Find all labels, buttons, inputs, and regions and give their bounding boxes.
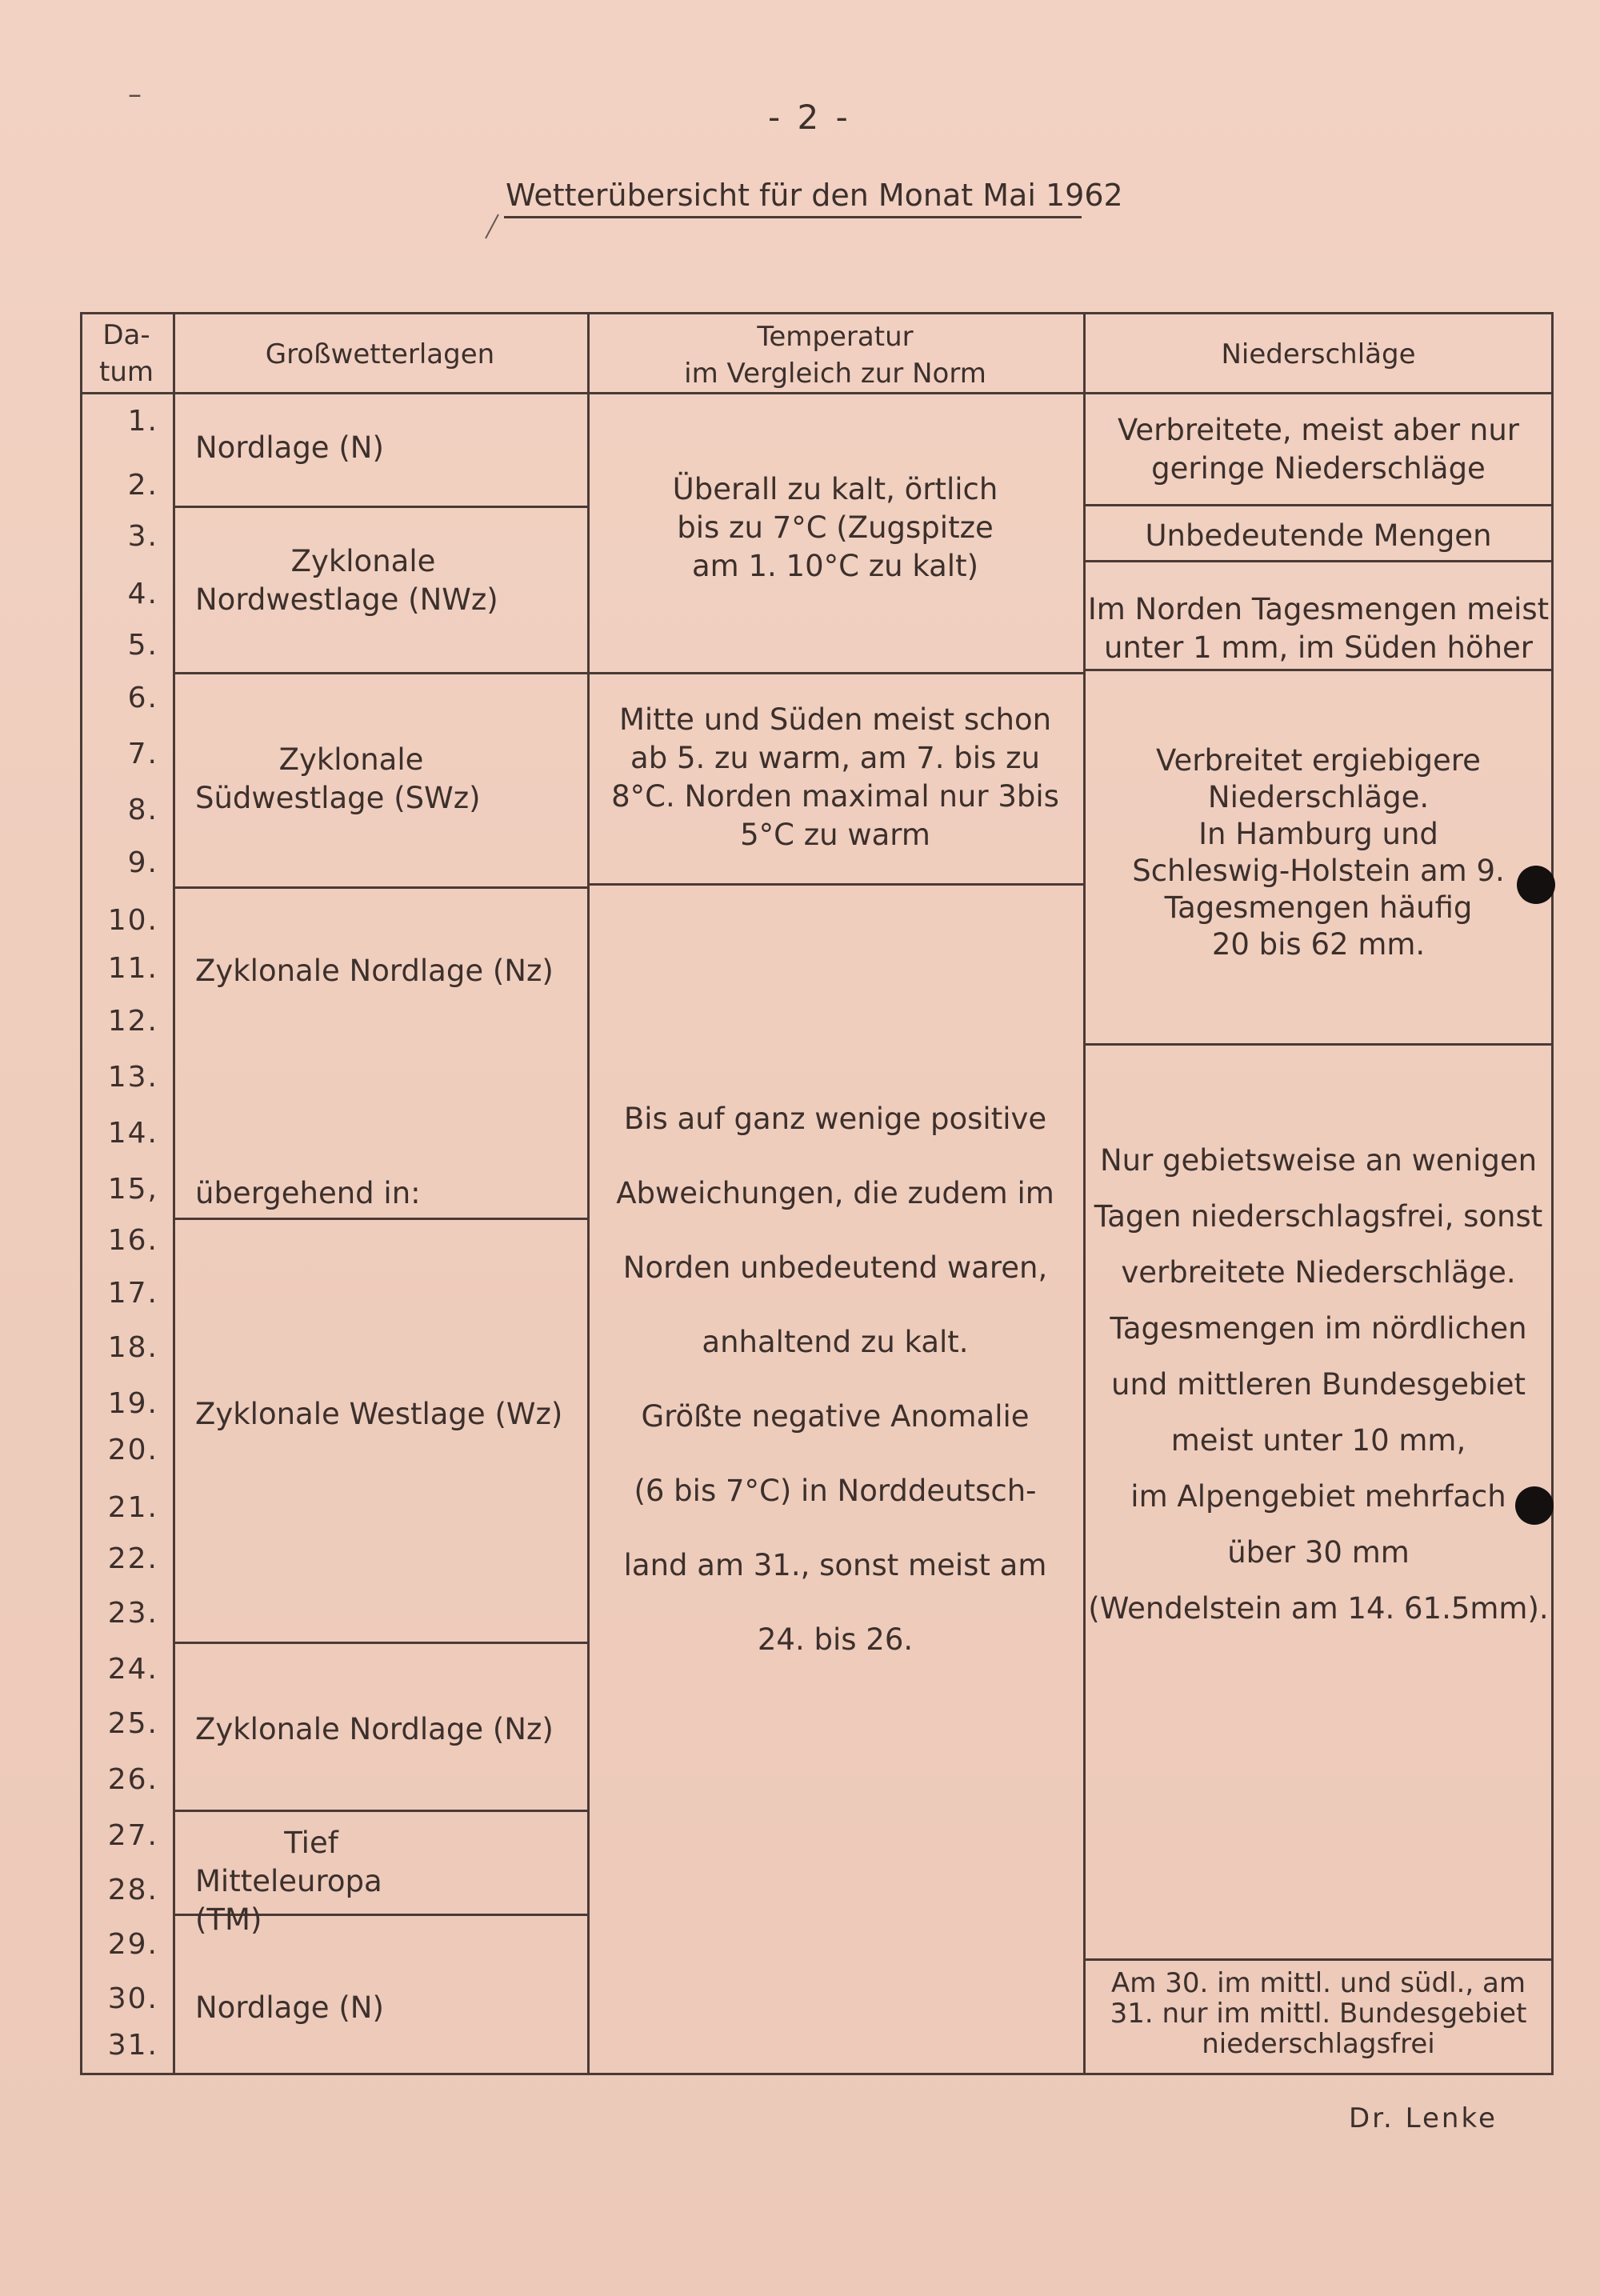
header-niederschlaege: Niederschläge xyxy=(1221,338,1416,370)
day-number: 5. xyxy=(127,629,158,662)
wetterlage-line: Zyklonale xyxy=(278,742,424,777)
wetterlage-cell: Nordlage (N) xyxy=(195,1990,384,2025)
day-number: 25. xyxy=(107,1707,158,1740)
ns-rule xyxy=(1083,1043,1554,1046)
day-number: 1. xyxy=(127,405,158,438)
wetterlage-cell xyxy=(195,1824,427,1939)
niederschlag-line: Im Norden Tagesmengen meist xyxy=(1087,592,1550,626)
wl-rule xyxy=(173,1218,587,1220)
niederschlag-cell xyxy=(1083,1133,1554,1637)
wl-rule xyxy=(173,886,587,889)
niederschlag-line: verbreitete Niederschläge. xyxy=(1121,1255,1516,1290)
niederschlag-line: Nur gebietsweise an wenigen xyxy=(1099,1143,1538,1178)
day-number: 13. xyxy=(107,1061,158,1094)
wetterlage-cell: Zyklonale Nordlage (Nz) xyxy=(195,1712,554,1746)
day-number: 10. xyxy=(107,904,158,937)
niederschlag-cell xyxy=(1083,1968,1554,2059)
day-number: 23. xyxy=(107,1597,158,1630)
punch-hole xyxy=(1517,866,1555,904)
niederschlag-line: Tagen niederschlagsfrei, sonst xyxy=(1094,1199,1543,1234)
niederschlag-cell xyxy=(1083,411,1554,488)
wetterlage-cell: übergehend in: xyxy=(195,1176,421,1210)
temp-rule xyxy=(587,672,1083,674)
header-rule xyxy=(80,392,1554,394)
wetterlage-line: Mitteleuropa (TM) xyxy=(195,1864,382,1937)
day-number: 2. xyxy=(127,469,158,502)
day-number: 9. xyxy=(127,846,158,879)
niederschlag-cell xyxy=(1083,590,1554,667)
header-temperatur xyxy=(587,318,1083,392)
niederschlag-line: Am 30. im mittl. und südl., am xyxy=(1111,1967,1526,1999)
page-number: - 2 - xyxy=(768,98,851,137)
niederschlag-line: 20 bis 62 mm. xyxy=(1211,927,1426,962)
day-number: 11. xyxy=(107,952,158,985)
niederschlag-line: meist unter 10 mm, xyxy=(1170,1423,1466,1458)
punch-hole xyxy=(1515,1486,1554,1525)
niederschlag-line: In Hamburg und xyxy=(1198,817,1438,851)
wetterlage-line: Tief xyxy=(284,1826,338,1860)
niederschlag-line: im Alpengebiet mehrfach xyxy=(1130,1479,1506,1514)
ns-rule xyxy=(1083,504,1554,506)
niederschlag-line: Tagesmengen häufig xyxy=(1164,890,1473,925)
wetterlage-cell: Nordlage (N) xyxy=(195,430,384,465)
temperatur-line: Bis auf ganz wenige positive xyxy=(623,1102,1047,1136)
pencil-mark xyxy=(485,214,499,239)
temperatur-line: am 1. 10°C zu kalt) xyxy=(691,549,979,583)
temperatur-line: 5°C zu warm xyxy=(740,818,930,852)
niederschlag-line: niederschlagsfrei xyxy=(1202,2028,1435,2060)
day-number: 21. xyxy=(107,1491,158,1524)
temp-rule xyxy=(587,883,1083,886)
temperatur-line: 24. bis 26. xyxy=(757,1622,914,1657)
temperatur-line: ab 5. zu warm, am 7. bis zu xyxy=(630,741,1040,775)
day-number: 8. xyxy=(127,794,158,826)
temperatur-line: bis zu 7°C (Zugspitze xyxy=(677,510,994,545)
day-number: 19. xyxy=(107,1387,158,1420)
temperatur-line: Mitte und Süden meist schon xyxy=(618,702,1052,737)
header-temperatur-line1: Temperatur xyxy=(757,321,914,353)
ns-rule xyxy=(1083,669,1554,671)
niederschlag-cell: Unbedeutende Mengen xyxy=(1145,518,1492,553)
temperatur-line: Abweichungen, die zudem im xyxy=(616,1176,1054,1210)
title-underline xyxy=(504,216,1082,218)
niederschlag-line: Verbreitete, meist aber nur xyxy=(1117,413,1520,447)
niederschlag-line: Niederschläge. xyxy=(1207,780,1430,814)
temperatur-line: land am 31., sonst meist am xyxy=(623,1548,1047,1582)
temperatur-line: (6 bis 7°C) in Norddeutsch- xyxy=(634,1474,1037,1508)
day-number: 12. xyxy=(107,1005,158,1038)
ns-rule xyxy=(1083,560,1554,562)
niederschlag-line: und mittleren Bundesgebiet xyxy=(1111,1367,1526,1402)
day-number: 4. xyxy=(127,578,158,610)
day-number: 3. xyxy=(127,520,158,553)
wl-rule xyxy=(173,1810,587,1812)
temperatur-cell xyxy=(587,1082,1083,1677)
niederschlag-cell xyxy=(1083,742,1554,963)
day-number: 14. xyxy=(107,1117,158,1150)
page-title: Wetterübersicht für den Monat Mai 1962 xyxy=(506,178,1123,213)
day-number: 31. xyxy=(107,2029,158,2062)
temperatur-line: anhaltend zu kalt. xyxy=(702,1325,969,1359)
day-number: 24. xyxy=(107,1653,158,1686)
wetterlage-line: Zyklonale xyxy=(290,544,436,578)
niederschlag-line: Verbreitet ergiebigere xyxy=(1156,743,1481,778)
niederschlag-line: geringe Niederschläge xyxy=(1151,451,1486,486)
header-datum-line2: tum xyxy=(99,356,154,388)
day-number: 7. xyxy=(127,738,158,770)
temperatur-line: Überall zu kalt, örtlich xyxy=(672,472,998,506)
temperatur-line: Größte negative Anomalie xyxy=(641,1399,1030,1434)
day-number: 16. xyxy=(107,1224,158,1257)
day-number: 26. xyxy=(107,1763,158,1796)
header-temperatur-line2: im Vergleich zur Norm xyxy=(684,358,986,390)
header-datum xyxy=(80,317,173,390)
ns-rule xyxy=(1083,1958,1554,1961)
day-number: 20. xyxy=(107,1434,158,1466)
temperatur-cell xyxy=(587,701,1083,854)
wl-rule xyxy=(173,672,587,674)
day-number: 27. xyxy=(107,1819,158,1852)
header-datum-line1: Da- xyxy=(102,319,150,351)
wetterlage-line: Südwestlage (SWz) xyxy=(195,781,481,815)
day-number: 29. xyxy=(107,1928,158,1961)
signature: Dr. Lenke xyxy=(1349,2102,1498,2134)
wetterlage-cell xyxy=(195,741,507,818)
wetterlage-cell: Zyklonale Nordlage (Nz) xyxy=(195,954,554,988)
temperatur-line: 8°C. Norden maximal nur 3bis xyxy=(611,779,1059,814)
day-number: 22. xyxy=(107,1542,158,1575)
day-number: 18. xyxy=(107,1331,158,1364)
day-number: 30. xyxy=(107,1982,158,2015)
niederschlag-line: über 30 mm xyxy=(1227,1535,1410,1570)
niederschlag-line: Schleswig-Holstein am 9. xyxy=(1132,854,1505,888)
wetterlage-cell xyxy=(195,542,531,619)
margin-dash: – xyxy=(128,78,142,110)
wl-rule xyxy=(173,506,587,508)
day-number: 17. xyxy=(107,1277,158,1310)
temperatur-cell xyxy=(587,470,1083,586)
header-grosswetterlagen: Großwetterlagen xyxy=(265,338,495,370)
wetterlage-line: Nordwestlage (NWz) xyxy=(195,582,498,617)
day-number: 15, xyxy=(107,1173,158,1206)
day-number: 28. xyxy=(107,1874,158,1906)
wetterlage-cell: Zyklonale Westlage (Wz) xyxy=(195,1397,563,1431)
wl-rule xyxy=(173,1642,587,1644)
niederschlag-line: Tagesmengen im nördlichen xyxy=(1110,1311,1527,1346)
niederschlag-line: unter 1 mm, im Süden höher xyxy=(1103,630,1534,665)
temperatur-line: Norden unbedeutend waren, xyxy=(622,1250,1048,1285)
niederschlag-line: (Wendelstein am 14. 61.5mm). xyxy=(1088,1591,1549,1626)
niederschlag-line: 31. nur im mittl. Bundesgebiet xyxy=(1110,1998,1527,2030)
day-number: 6. xyxy=(127,682,158,714)
